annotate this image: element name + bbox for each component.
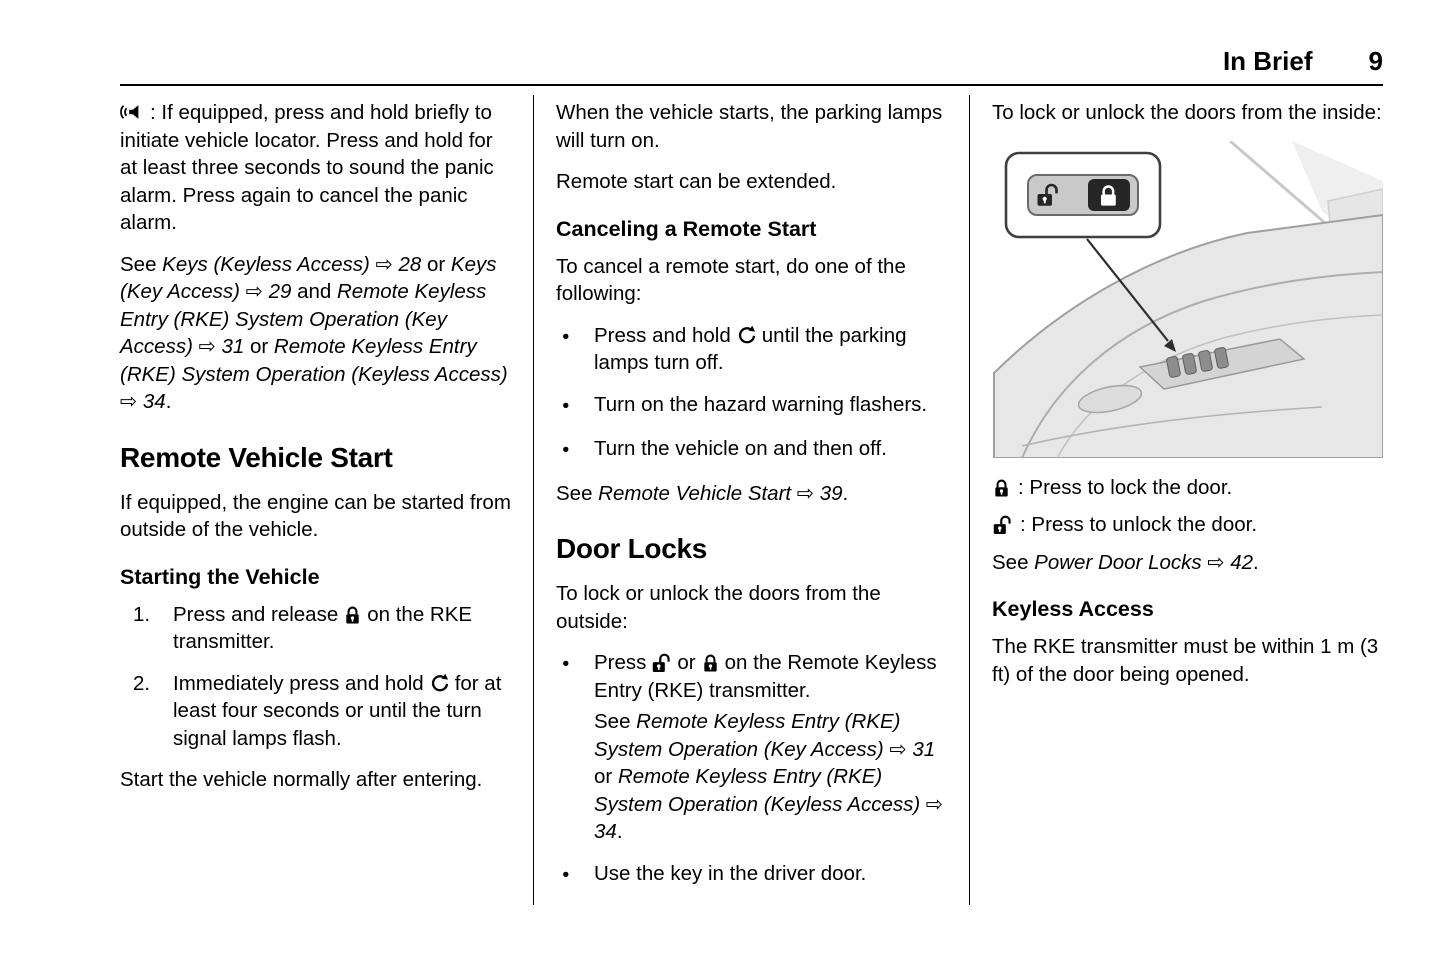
remote-start-icon bbox=[429, 673, 450, 694]
inside-locks-intro: To lock or unlock the doors from the inside: bbox=[992, 101, 1382, 124]
unlock-icon bbox=[992, 515, 1013, 535]
ref-text: See bbox=[992, 550, 1035, 574]
ref-text: See bbox=[120, 252, 163, 276]
page-header bbox=[120, 46, 1383, 77]
cancel-bullet-3-text: Turn the vehicle on and then off. bbox=[594, 437, 887, 460]
page-ref: ⇨ 28 bbox=[369, 252, 422, 276]
page-ref: ⇨ 31 bbox=[883, 737, 936, 761]
lock-icon bbox=[701, 653, 720, 673]
ref-link: Power Door Locks bbox=[1034, 550, 1202, 574]
ref-link: Remote Keyless Entry (RKE) System Operation (Key Access) bbox=[120, 280, 487, 358]
ref-text: . bbox=[616, 820, 623, 843]
subheading-canceling-remote-start: Canceling a Remote Start bbox=[556, 216, 817, 241]
ref-link: Remote Keyless Entry (RKE) System Operation (Keyless Access) bbox=[120, 335, 508, 386]
door-locks-bullet-2 bbox=[556, 860, 948, 891]
lock-icon bbox=[343, 605, 362, 625]
bullet-marker bbox=[556, 649, 594, 704]
ref-text: or bbox=[594, 765, 618, 788]
ref-link: Keys (Keyless Access) bbox=[162, 252, 370, 276]
press-to-lock-line: : Press to lock the door. bbox=[992, 474, 1384, 502]
step-2 bbox=[120, 670, 513, 753]
door-locks-bullet-1 bbox=[556, 649, 948, 704]
cancel-bullet-3 bbox=[556, 435, 948, 466]
column-right bbox=[992, 99, 1384, 702]
ref-text: . bbox=[842, 481, 849, 505]
remote-start-icon bbox=[736, 325, 757, 346]
door-locks-bullet-1-text: Press or on the Remote Keyless Entry (RKE) transmitter. bbox=[594, 651, 937, 702]
bullet-marker bbox=[556, 860, 594, 891]
bullet-marker bbox=[556, 322, 594, 377]
panic-alarm-paragraph bbox=[120, 99, 513, 237]
cancel-bullet-1-text: Press and hold until the parking lamps turn off. bbox=[594, 323, 907, 374]
column-divider-2 bbox=[969, 95, 970, 905]
subheading-starting-the-vehicle: Starting the Vehicle bbox=[120, 564, 320, 589]
ref-text: . bbox=[165, 390, 172, 413]
page-ref: ⇨ 34 bbox=[594, 792, 944, 843]
step-1 bbox=[120, 601, 513, 656]
ref-link: Remote Keyless Entry (RKE) System Operation (Keyless Access) bbox=[594, 765, 921, 816]
page-ref: ⇨ 42 bbox=[1201, 550, 1254, 574]
cancel-bullet-1 bbox=[556, 322, 948, 377]
see-remote-vehicle-start bbox=[556, 480, 948, 508]
see-power-door-locks bbox=[992, 549, 1384, 577]
page-ref: ⇨ 39 bbox=[791, 481, 843, 505]
ref-text: See bbox=[594, 710, 637, 733]
ref-text: or bbox=[421, 252, 451, 276]
panic-alarm-text: : If equipped, press and hold briefly to initiate vehicle locator. Press and hold for at least three seconds to sound the panic alarm. Press again to cancel the panic alarm. bbox=[120, 101, 494, 234]
door-locks-bullet-2-text: Use the key in the driver door. bbox=[594, 861, 867, 885]
column-divider-1 bbox=[533, 95, 534, 905]
keyless-access-text: The RKE transmitter must be within 1 m (3 ft) of the door being opened. bbox=[992, 635, 1379, 686]
section-title: In Brief bbox=[1222, 46, 1313, 76]
step-2-number: 2. bbox=[133, 671, 151, 695]
ref-link: Remote Vehicle Start bbox=[598, 481, 792, 505]
bullet-marker bbox=[556, 391, 594, 422]
rke-cross-references bbox=[594, 708, 948, 846]
heading-door-locks: Door Locks bbox=[556, 533, 708, 564]
column-middle bbox=[556, 99, 948, 904]
ref-text: or bbox=[244, 335, 274, 358]
page-ref: ⇨ 31 bbox=[192, 335, 245, 358]
page-number: 9 bbox=[1368, 46, 1383, 76]
ref-text: and bbox=[291, 280, 337, 303]
bullet-marker bbox=[556, 435, 594, 466]
cancel-bullet-2-text: Turn on the hazard warning flashers. bbox=[594, 392, 928, 416]
remote-start-intro: If equipped, the engine can be started from outside of the vehicle. bbox=[120, 490, 511, 541]
cancel-intro: To cancel a remote start, do one of the following: bbox=[556, 254, 906, 305]
ref-link: Remote Keyless Entry (RKE) System Operation (Key Access) bbox=[594, 710, 901, 761]
keys-cross-references bbox=[120, 251, 513, 416]
page-ref: ⇨ 29 bbox=[240, 280, 292, 303]
panic-alarm-icon bbox=[120, 101, 143, 123]
header-rule bbox=[120, 84, 1383, 86]
door-panel-figure bbox=[992, 141, 1384, 458]
extend-paragraph: Remote start can be extended. bbox=[556, 170, 837, 193]
step-1-text: Press and release on the RKE transmitter. bbox=[173, 602, 473, 653]
unlock-icon bbox=[651, 653, 672, 673]
ref-text: See bbox=[556, 481, 599, 505]
lock-icon bbox=[992, 478, 1011, 498]
heading-remote-vehicle-start: Remote Vehicle Start bbox=[120, 441, 393, 473]
door-panel-illustration bbox=[992, 141, 1383, 458]
subheading-keyless-access: Keyless Access bbox=[992, 597, 1154, 621]
column-left bbox=[120, 99, 513, 808]
page-ref: ⇨ 34 bbox=[120, 390, 166, 413]
step-2-text: Immediately press and hold for at least four seconds or until the turn signal lamps flash. bbox=[173, 671, 502, 750]
remote-start-outro: Start the vehicle normally after entering. bbox=[120, 768, 483, 791]
step-1-number: 1. bbox=[133, 602, 151, 626]
parking-lamps-paragraph: When the vehicle starts, the parking lamps will turn on. bbox=[556, 101, 943, 152]
press-to-unlock-line: : Press to unlock the door. bbox=[992, 511, 1384, 539]
ref-link: Keys (Key Access) bbox=[120, 252, 497, 303]
cancel-bullet-2 bbox=[556, 391, 948, 422]
door-locks-intro: To lock or unlock the doors from the outside: bbox=[556, 582, 881, 633]
ref-text: . bbox=[1253, 550, 1259, 574]
